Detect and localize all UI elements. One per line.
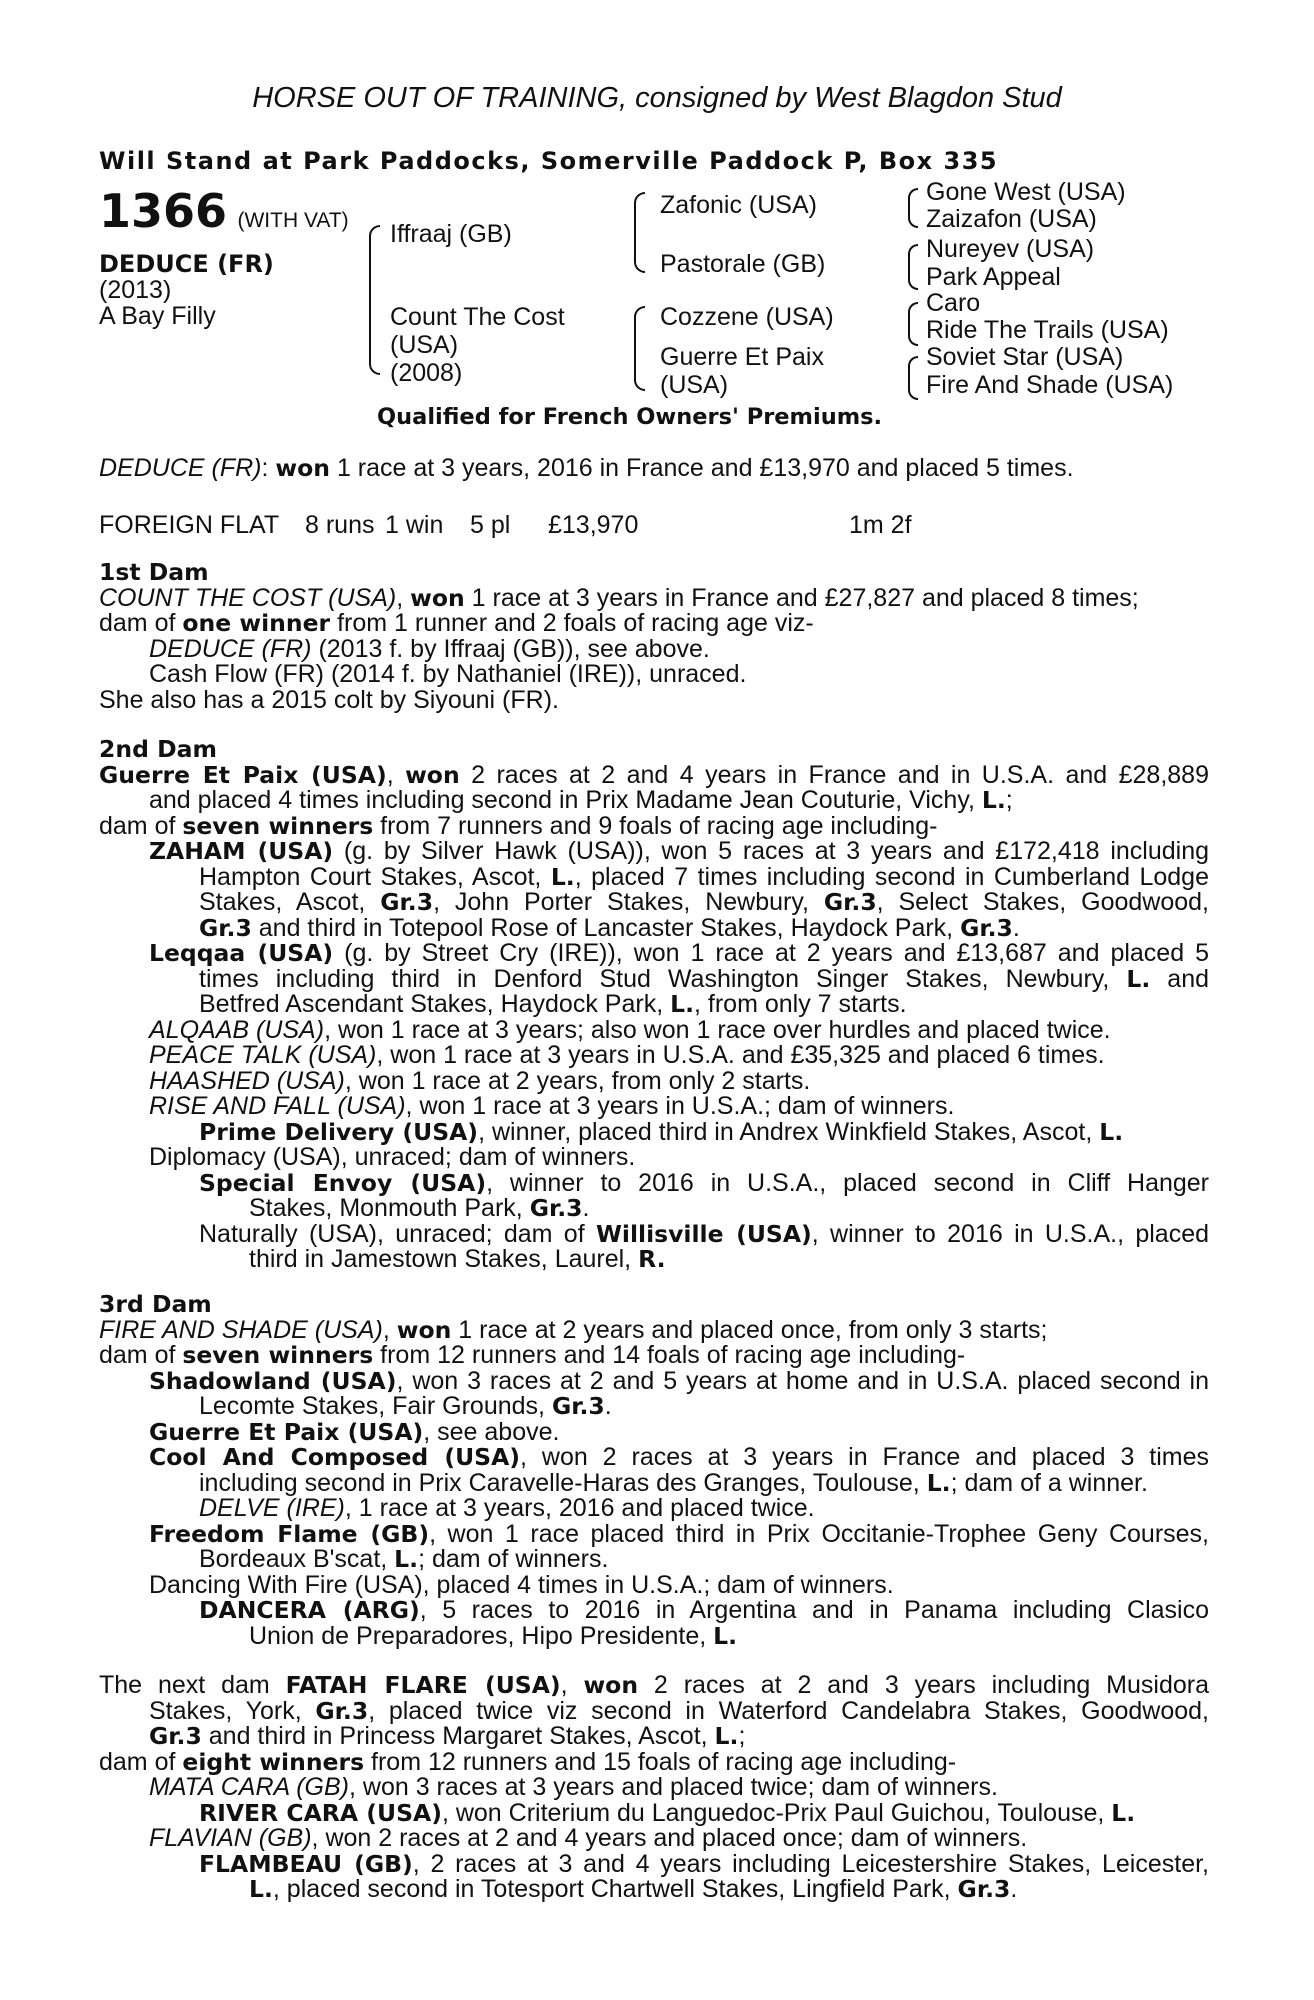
produce-guerre-et-paix: Guerre Et Paix (USA), see above.: [149, 1417, 560, 1446]
pedigree-bracket-ds: [908, 302, 918, 346]
second-dam-line-2: and placed 4 times including second in Prix Madame Jean Couturie, Vichy, L.;: [149, 786, 1013, 814]
record-wins: 1 win: [385, 511, 444, 539]
first-dam-heading: 1st Dam: [99, 558, 209, 586]
pedigree-dds: Soviet Star (USA): [926, 343, 1124, 371]
produce-river-cara: RIVER CARA (USA), won Criterium du Languedoc-Prix Paul Guichou, Toulouse, L.: [199, 1798, 1136, 1827]
pedigree-dam-dam-line-2: (USA): [660, 371, 729, 399]
summary-horse: DEDUCE (FR): [99, 454, 262, 482]
first-dam-section: [99, 560, 1209, 713]
produce-haashed: HAASHED (USA), won 1 race at 2 years, from only 2 starts.: [149, 1066, 811, 1095]
record-placed: 5 pl: [470, 511, 511, 539]
pedigree-bracket-sire-dam: [369, 225, 380, 375]
produce-freedom-flame-2: Bordeaux B'scat, L.; dam of winners.: [199, 1545, 609, 1573]
produce-rise-and-fall: RISE AND FALL (USA), won 1 race at 3 years in U.S.A.; dam of winners.: [149, 1092, 955, 1120]
first-dam-produce-line: dam of one winner from 1 runner and 2 foals of racing age viz-: [99, 609, 814, 637]
second-dam-section: [99, 737, 1209, 1273]
pedigree-bracket-sd: [908, 244, 918, 290]
pedigree-bracket-sire: [634, 192, 645, 273]
produce-cool-and-composed: Cool And Composed (USA), won 2 races at 3 years in France and placed 3 times: [149, 1443, 1209, 1471]
produce-shadowland-2: Lecomte Stakes, Fair Grounds, Gr.3.: [199, 1392, 612, 1420]
foaling-year: (2013): [99, 276, 172, 304]
second-dam-line: Guerre Et Paix (USA), won 2 races at 2 and 4 years in France and in U.S.A. and £28,889: [99, 760, 1209, 789]
produce-delve: DELVE (IRE), 1 race at 3 years, 2016 and placed twice.: [199, 1494, 815, 1522]
produce-freedom-flame: Freedom Flame (GB), won 1 race placed third in Prix Occitanie-Trophee Geny Courses,: [149, 1519, 1210, 1548]
record-distance: 1m 2f: [849, 511, 912, 539]
pedigree-dss: Caro: [926, 289, 981, 317]
third-dam-produce-line: dam of seven winners from 12 runners and 14 foals of racing age including-: [99, 1341, 966, 1369]
produce-flavian: FLAVIAN (GB), won 2 races at 2 and 4 years and placed once; dam of winners.: [149, 1824, 1028, 1852]
record-category: FOREIGN FLAT: [99, 511, 280, 539]
third-dam-heading: 3rd Dam: [99, 1290, 212, 1318]
first-dam-foal-3: She also has a 2015 colt by Siyouni (FR).: [99, 685, 559, 714]
pedigree-bracket-dam: [634, 306, 645, 391]
race-summary: DEDUCE (FR): won 1 race at 3 years, 2016 in France and £13,970 and placed 5 times.: [99, 454, 1074, 482]
pedigree-ddd: Fire And Shade (USA): [926, 371, 1174, 399]
pedigree-bracket-ss: [908, 188, 918, 228]
pedigree-sire-sire: Zafonic (USA): [660, 191, 817, 219]
pedigree-dam-sire: Cozzene (USA): [660, 303, 834, 331]
produce-leqqaa: Leqqaa (USA) (g. by Street Cry (IRE)), won 1 race at 2 years and £13,687 and placed 5: [149, 939, 1209, 967]
produce-peace-talk: PEACE TALK (USA), won 1 race at 3 years in U.S.A. and £35,325 and placed 6 times.: [149, 1041, 1105, 1069]
produce-leqqaa-3: Betfred Ascendant Stakes, Haydock Park, L., from only 7 starts.: [199, 990, 907, 1018]
pedigree-dam-line-3: (2008): [390, 359, 463, 387]
pedigree-sire-dam: Pastorale (GB): [660, 250, 826, 278]
pedigree-sds: Nureyev (USA): [926, 235, 1095, 263]
summary-won: won: [275, 454, 330, 482]
pedigree-sire: Iffraaj (GB): [390, 220, 512, 248]
pedigree-bracket-dd: [908, 356, 918, 400]
stand-location: Will Stand at Park Paddocks, Somerville Paddock P, Box 335: [99, 147, 999, 175]
first-dam-foal-2: Cash Flow (FR) (2014 f. by Nathaniel (IRE)), unraced.: [149, 660, 747, 688]
produce-mata-cara: MATA CARA (GB), won 3 races at 3 years and placed twice; dam of winners.: [149, 1773, 998, 1801]
third-dam-line: FIRE AND SHADE (USA), won 1 race at 2 years and placed once, from only 3 starts;: [99, 1315, 1048, 1344]
produce-special-envoy-2: Stakes, Monmouth Park, Gr.3.: [249, 1194, 590, 1222]
produce-prime-delivery: Prime Delivery (USA), winner, placed third in Andrex Winkfield Stakes, Ascot, L.: [199, 1117, 1124, 1146]
produce-dancera: DANCERA (ARG), 5 races to 2016 in Argentina and in Panama including Clasico: [199, 1596, 1209, 1624]
produce-zaham-3: Stakes, Ascot, Gr.3, John Porter Stakes, Newbury, Gr.3, Select Stakes, Goodwood,: [199, 888, 1210, 916]
produce-dancera-2: Union de Preparadores, Hipo Presidente, L.: [249, 1621, 738, 1650]
produce-zaham-2: Hampton Court Stakes, Ascot, L., placed 7 times including second in Cumberland Lodge: [199, 862, 1209, 891]
produce-special-envoy: Special Envoy (USA), winner to 2016 in U.S.A., placed second in Cliff Hanger: [199, 1168, 1210, 1197]
produce-diplomacy: Diplomacy (USA), unraced; dam of winners.: [149, 1143, 636, 1171]
produce-cool-and-composed-2: including second in Prix Caravelle-Haras des Granges, Toulouse, L.; dam of a winner.: [199, 1468, 1148, 1497]
produce-zaham: ZAHAM (USA) (g. by Silver Hawk (USA)), won 5 races at 3 years and £172,418 including: [149, 837, 1210, 865]
produce-shadowland: Shadowland (USA), won 3 races at 2 and 5 years at home and in U.S.A. placed second in: [149, 1366, 1209, 1395]
next-dam-produce-line: dam of eight winners from 12 runners and 15 foals of racing age including-: [99, 1747, 957, 1776]
produce-naturally-2: third in Jamestown Stakes, Laurel, R.: [249, 1245, 666, 1273]
produce-naturally: Naturally (USA), unraced; dam of Willisville (USA), winner to 2016 in U.S.A., placed: [199, 1219, 1209, 1248]
horse-name: DEDUCE (FR): [99, 250, 274, 278]
produce-flambeau: FLAMBEAU (GB), 2 races at 3 and 4 years including Leicestershire Stakes, Leicester,: [199, 1849, 1209, 1878]
next-dam-line-3: Gr.3 and third in Princess Margaret Stakes, Ascot, L.;: [149, 1722, 746, 1750]
pedigree-dam-line-1: Count The Cost: [390, 303, 565, 331]
pedigree-ssd: Zaizafon (USA): [926, 205, 1097, 233]
pedigree-dsd: Ride The Trails (USA): [926, 316, 1169, 344]
catalogue-title: HORSE OUT OF TRAINING, consigned by West Blagdon Stud: [252, 82, 1062, 114]
produce-flambeau-2: L., placed second in Totesport Chartwell Stakes, Lingfield Park, Gr.3.: [249, 1875, 1018, 1903]
lot-number: 1366: [99, 184, 228, 238]
produce-zaham-4: Gr.3 and third in Totepool Rose of Lancaster Stakes, Haydock Park, Gr.3.: [199, 913, 1020, 942]
next-dam-section: [99, 1673, 1209, 1903]
next-dam-line-2: Stakes, York, Gr.3, placed twice viz second in Waterford Candelabra Stakes, Goodwood,: [149, 1696, 1209, 1725]
third-dam-section: [99, 1292, 1209, 1649]
pedigree-sdd: Park Appeal: [926, 263, 1061, 291]
qualified-note: Qualified for French Owners' Premiums.: [377, 404, 883, 430]
lot-number-line: [99, 184, 349, 238]
produce-leqqaa-2: times including third in Denford Stud Washington Singer Stakes, Newbury, L. and: [199, 964, 1209, 993]
pedigree-dam-dam-line-1: Guerre Et Paix: [660, 343, 824, 371]
record-earnings: £13,970: [548, 511, 639, 539]
vat-note: (WITH VAT): [237, 209, 349, 232]
pedigree-sss: Gone West (USA): [926, 178, 1126, 206]
pedigree-dam-line-2: (USA): [390, 331, 459, 359]
produce-dancing-with-fire: Dancing With Fire (USA), placed 4 times in U.S.A.; dam of winners.: [149, 1570, 894, 1599]
next-dam-line: The next dam FATAH FLARE (USA), won 2 races at 2 and 3 years including Musidora: [99, 1671, 1209, 1699]
horse-description: A Bay Filly: [99, 302, 216, 330]
record-runs: 8 runs: [305, 511, 375, 539]
second-dam-produce-line: dam of seven winners from 7 runners and 9 foals of racing age including-: [99, 811, 938, 840]
produce-alqaab: ALQAAB (USA), won 1 race at 3 years; also won 1 race over hurdles and placed twice.: [149, 1015, 1111, 1044]
first-dam-line: COUNT THE COST (USA), won 1 race at 3 years in France and £27,827 and placed 8 times;: [99, 583, 1139, 612]
first-dam-foal-1: DEDUCE (FR) (2013 f. by Iffraaj (GB)), see above.: [149, 634, 710, 663]
second-dam-heading: 2nd Dam: [99, 735, 217, 763]
